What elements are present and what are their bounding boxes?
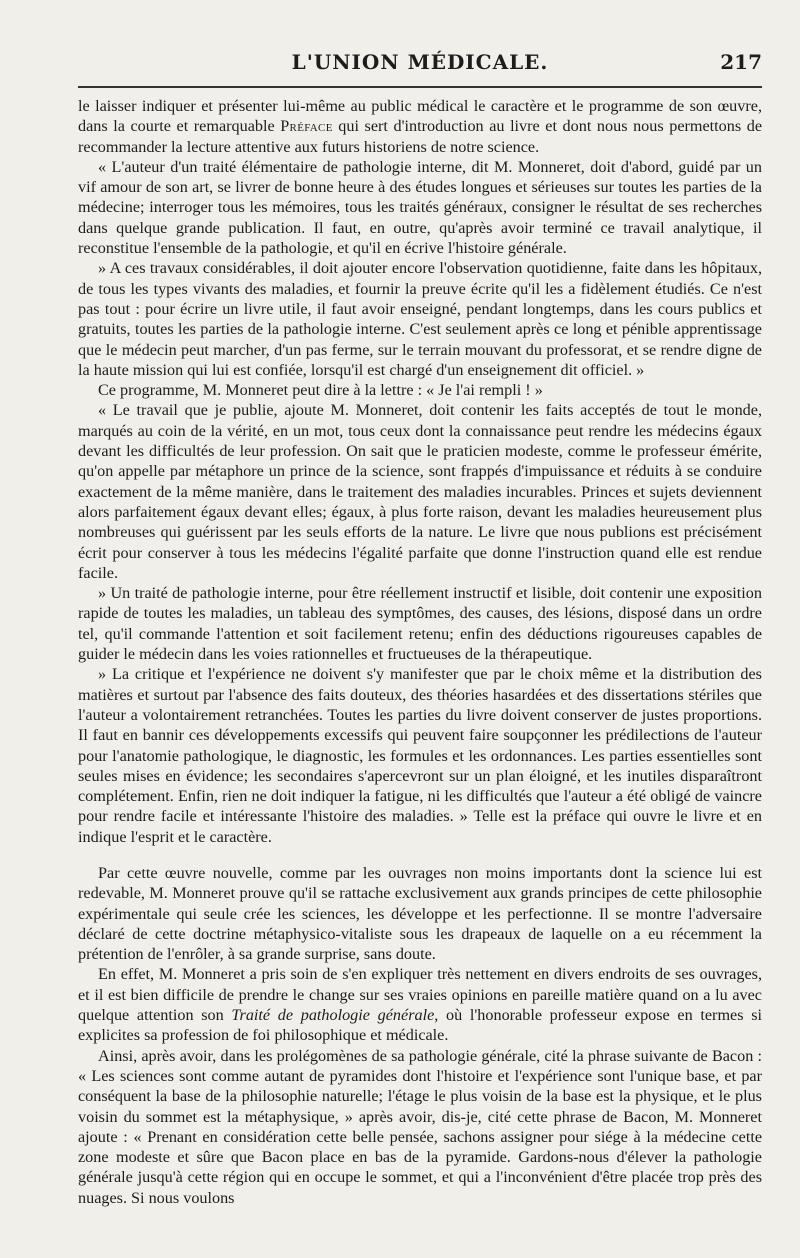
paragraph: » A ces travaux considérables, il doit ajouter encore l'observation quotidienne, faite dans les hôpitaux, de tous les types vivants des maladies, et fournir la preuve écrite qu'il les a fidèlement étudiés. Ce n'est pas tout : pour écrire un livre utile, il faut avoir enseigné, pendant longtemps, dans les cours publics et gratuits, toutes les parties de la pathologie interne. C'est seulement après ce long et pénible apprentissage que le médecin peut marcher, d'un pas ferme, sur le terrain mouvant du professorat, et se rendre digne de la haute mission qui lui est confiée, lorsqu'il est chargé d'un enseignement dit officiel. »: [78, 259, 762, 379]
paragraph: » Un traité de pathologie interne, pour être réellement instructif et lisible, doit contenir une exposition rapide de toutes les maladies, un tableau des symptômes, des causes, des lésions, disposé dans un ordre tel, qu'il commande l'attention et soit facilement retenu; enfin des déductions rigoureuses capables de guider le médecin dans les voies rationnelles et fructueuses de la thérapeutique.: [78, 584, 762, 664]
book-title: Traité de pathologie générale: [231, 1006, 435, 1025]
paragraph: En effet, M. Monneret a pris soin de s'en expliquer très nettement en divers endroits de ses ouvrages, et il est bien difficile de prendre le change sur ses vraies opinions en pareille matière quand on a lu avec quelque attention son Traité de pathologie générale, où l'honorable professeur expose en termes si explicites sa profession de foi philosophique et médicale.: [78, 965, 762, 1045]
paragraph: Ce programme, M. Monneret peut dire à la lettre : « Je l'ai rempli ! »: [98, 381, 543, 400]
page-number: 217: [720, 50, 762, 74]
journal-title: L'UNION MÉDICALE.: [291, 50, 549, 74]
paragraph: » La critique et l'expérience ne doivent s'y manifester que par le choix même et la distribution des matières et surtout par l'absence des faits douteux, des théories hasardées et des dissertations stériles que l'auteur a volontairement retranchées. Toutes les parties du livre doivent conserver de justes proportions. Il faut en bannir ces développements excessifs qui peuvent faire soupçonner les prédilections de l'auteur pour l'anatomie pathologique, le diagnostic, les formules et les ordonnances. Les parties essentielles sont seules mises en évidence; les secondaires s'apercevront sur un plan éloigné, et les inutiles disparaîtront complétement. Enfin, rien ne doit indiquer la fatigue, ni les difficultés que l'auteur a été obligé de vaincre pour rendre facile et intéressante l'histoire des maladies. » Telle est la préface qui ouvre le livre et en indique l'esprit et le caractère.: [78, 665, 762, 846]
paragraph: le laisser indiquer et présenter lui-même au public médical le caractère et le programme de son œuvre, dans la courte et remarquable Préface qui sert d'introduction au livre et dont nous nous permettons de recommander la lecture attentive aux futurs historiens de notre science.: [78, 97, 763, 156]
paragraph: Ainsi, après avoir, dans les prolégomènes de sa pathologie générale, cité la phrase suivante de Bacon : « Les sciences sont comme autant de pyramides dont l'histoire et l'expérience sont l'unique base, et par conséquent la base de la philosophie naturelle; l'étage le plus voisin de la base est la physique, et le plus voisin du sommet est la métaphysique, » après avoir, dis-je, cité cette phrase de Bacon, M. Monneret ajoute : « Prenant en considération cette belle pensée, sachons assigner pour siége à la médecine cette zone modeste et sûre que Bacon place en bas de la pyramide. Gardons-nous d'élever la pathologie générale jusqu'à cette région qui en occupe le sommet, et qui a l'inconvénient d'être placée trop près des nuages. Si nous voulons: [78, 1046, 762, 1207]
header-rule: [78, 86, 762, 88]
paragraph: Par cette œuvre nouvelle, comme par les ouvrages non moins importants dont la science lui est redevable, M. Monneret prouve qu'il se rattache exclusivement aux grands principes de cette philosophie expérimentale qui seule crée les sciences, les développe et les perfectionne. Il se montre l'adversaire déclaré de cette doctrine métaphysico-vitaliste sous les drapeaux de laquelle on a eu récemment la prétention de l'enrôler, à sa grande surprise, sans doute.: [78, 863, 762, 964]
running-header: [78, 0, 762, 86]
paragraph: « L'auteur d'un traité élémentaire de pathologie interne, dit M. Monneret, doit d'abord, guidé par un vif amour de son art, se livrer de bonne heure à des études longues et sérieuses sur toutes les parties de la médecine; interroger tous les mémoires, tous les traités généraux, consigner le résultat de ses recherches dans quelque grande publication. Il faut, en outre, qu'après avoir terminé ce travail analytique, il reconstitue l'ensemble de la pathologie, et qu'il en écrive l'histoire générale.: [78, 157, 762, 258]
paragraph: « Le travail que je publie, ajoute M. Monneret, doit contenir les faits acceptés de tout le monde, marqués au coin de la vérité, en un mot, tous ceux dont la connaissance peut rendre les médecins égaux devant les difficultés de leur profession. On sait que le praticien modeste, comme le professeur émérite, qu'on appelle par métaphore un prince de la science, sont frappés d'impuissance et réduits à se conduire exactement de la même manière, dans le traitement des maladies incurables. Princes et sujets deviennent alors parfaitement égaux devant elles; égaux, à plus forte raison, devant les maladies heureusement plus nombreuses qui guérissent par les seuls efforts de la nature. Le livre que nous publions est précisément écrit pour conserver à tous les médecins l'égalité parfaite que donne l'instruction quand elle est rendue facile.: [78, 401, 762, 582]
preface-word: Préface: [280, 117, 333, 136]
article-body: [78, 96, 762, 1208]
